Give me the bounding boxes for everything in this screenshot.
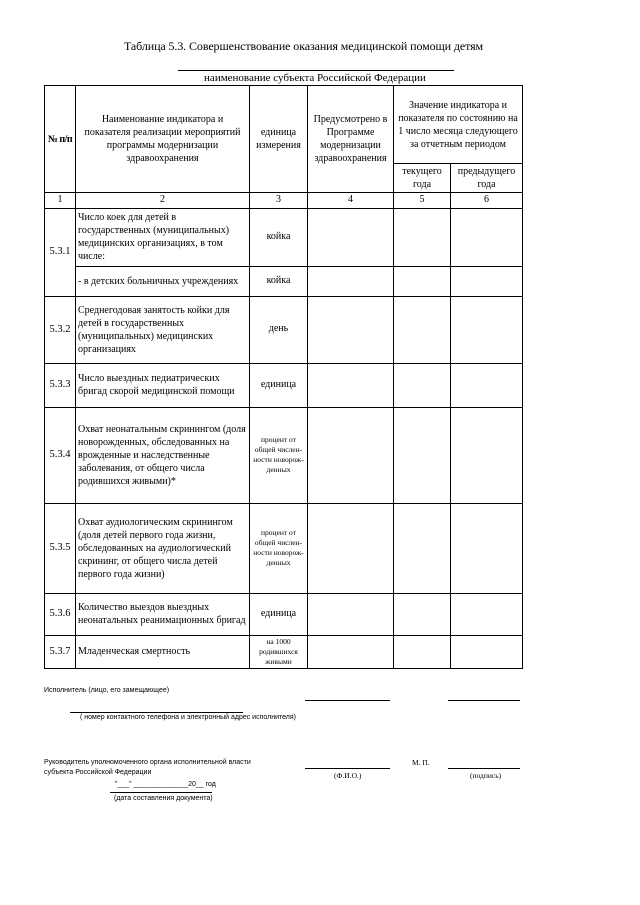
indicator-name: Количество выездов выездных неонатальных реанимационных бригад [76,593,250,635]
indicators-table [44,85,523,669]
unit-cell: день [250,296,308,363]
row-number: 5.3.7 [45,635,76,668]
row-number: 5.3.2 [45,296,76,363]
indicator-name: Охват аудиологическим скринингом (доля детей первого года жизни, обследованных на аудиологический скрининг, от общего числа детей первого года жизни) [76,503,250,593]
row-number: 5.3.1 [45,208,76,296]
current-year-cell [394,503,451,593]
planned-value-cell [308,363,394,407]
header-unit: единица измерения [250,86,308,193]
column-number: 3 [250,193,308,209]
previous-year-cell [451,593,523,635]
previous-year-cell [451,407,523,503]
indicator-name: Число выездных педиатрических бригад скорой медицинской помощи [76,363,250,407]
head-sign-line [448,768,520,769]
unit-cell: процент от общей числен-ности новорож-денных [250,503,308,593]
executor-label: Исполнитель (лицо, его замещающее) [44,687,170,694]
table-row [45,208,523,266]
current-year-cell [394,208,451,266]
fio-caption: (Ф.И.О.) [334,771,362,780]
header-current-year: текущего года [394,164,451,193]
current-year-cell [394,363,451,407]
indicator-name: Среднегодовая занятость койки для детей в государственных (муниципальных) медицинских организациях [76,296,250,363]
table-row [45,363,523,407]
head-label-line1: Руководитель уполномоченного органа исполнительной власти [44,759,251,766]
current-year-cell [394,266,451,296]
executor-contact-caption: ( номер контактного телефона и электронный адрес исполнителя) [80,714,296,721]
planned-value-cell [308,296,394,363]
date-caption: (дата составления документа) [114,795,213,802]
column-number-row [45,193,523,209]
previous-year-cell [451,296,523,363]
indicator-name: - в детских больничных учреждениях [76,266,250,296]
header-row [45,86,523,164]
current-year-cell [394,407,451,503]
table-row [45,296,523,363]
head-label-line2: субъекта Российской Федерации [44,769,152,776]
indicator-name: Охват неонатальным скринингом (доля новорожденных, обследованных на врожденные и наследственные заболевания, от общего числа родившихся живыми)* [76,407,250,503]
planned-value-cell [308,266,394,296]
table-row [45,635,523,668]
signature-caption: (подпись) [470,771,502,780]
table-row [45,266,523,296]
planned-value-cell [308,407,394,503]
previous-year-cell [451,635,523,668]
planned-value-cell [308,593,394,635]
executor-contact-line [70,712,243,713]
header-planned: Предусмотрено в Программе модернизации здравоохранения [308,86,394,193]
row-number: 5.3.5 [45,503,76,593]
column-number: 2 [76,193,250,209]
header-value-group: Значение индикатора и показателя по состоянию на 1 число месяца следующего за отчетным периодом [394,86,523,164]
row-number: 5.3.4 [45,407,76,503]
planned-value-cell [308,208,394,266]
header-num: № п/п [45,86,76,193]
head-fio-line [305,768,390,769]
current-year-cell [394,593,451,635]
previous-year-cell [451,363,523,407]
unit-cell: на 1000 родившихся живыми [250,635,308,668]
unit-cell: койка [250,208,308,266]
current-year-cell [394,296,451,363]
previous-year-cell [451,503,523,593]
mp-label: М. П. [412,758,430,767]
table-row [45,503,523,593]
previous-year-cell [451,266,523,296]
column-number: 6 [451,193,523,209]
unit-cell: процент от общей числен-ности новорож-денных [250,407,308,503]
table-row [45,407,523,503]
table-row [45,593,523,635]
row-number: 5.3.6 [45,593,76,635]
unit-cell: койка [250,266,308,296]
indicator-name: Младенческая смертность [76,635,250,668]
subject-name-label: наименование субъекта Российской Федерации [204,72,426,84]
executor-fio-line [305,700,390,701]
unit-cell: единица [250,593,308,635]
date-line: "___" ______________20__ год [115,781,216,788]
previous-year-cell [451,208,523,266]
indicator-name: Число коек для детей в государственных (муниципальных) медицинских организациях, в том числе: [76,208,250,266]
table-title: Таблица 5.3. Совершенствование оказания медицинской помощи детям [124,39,484,53]
planned-value-cell [308,503,394,593]
column-number: 1 [45,193,76,209]
column-number: 4 [308,193,394,209]
header-indicator: Наименование индикатора и показателя реализации мероприятий программы модернизации здравоохранения [76,86,250,193]
current-year-cell [394,635,451,668]
planned-value-cell [308,635,394,668]
column-number: 5 [394,193,451,209]
subject-name-line [178,70,454,71]
row-number: 5.3.3 [45,363,76,407]
header-previous-year: предыдущего года [451,164,523,193]
unit-cell: единица [250,363,308,407]
date-underline [110,792,212,793]
executor-sign-line [448,700,520,701]
